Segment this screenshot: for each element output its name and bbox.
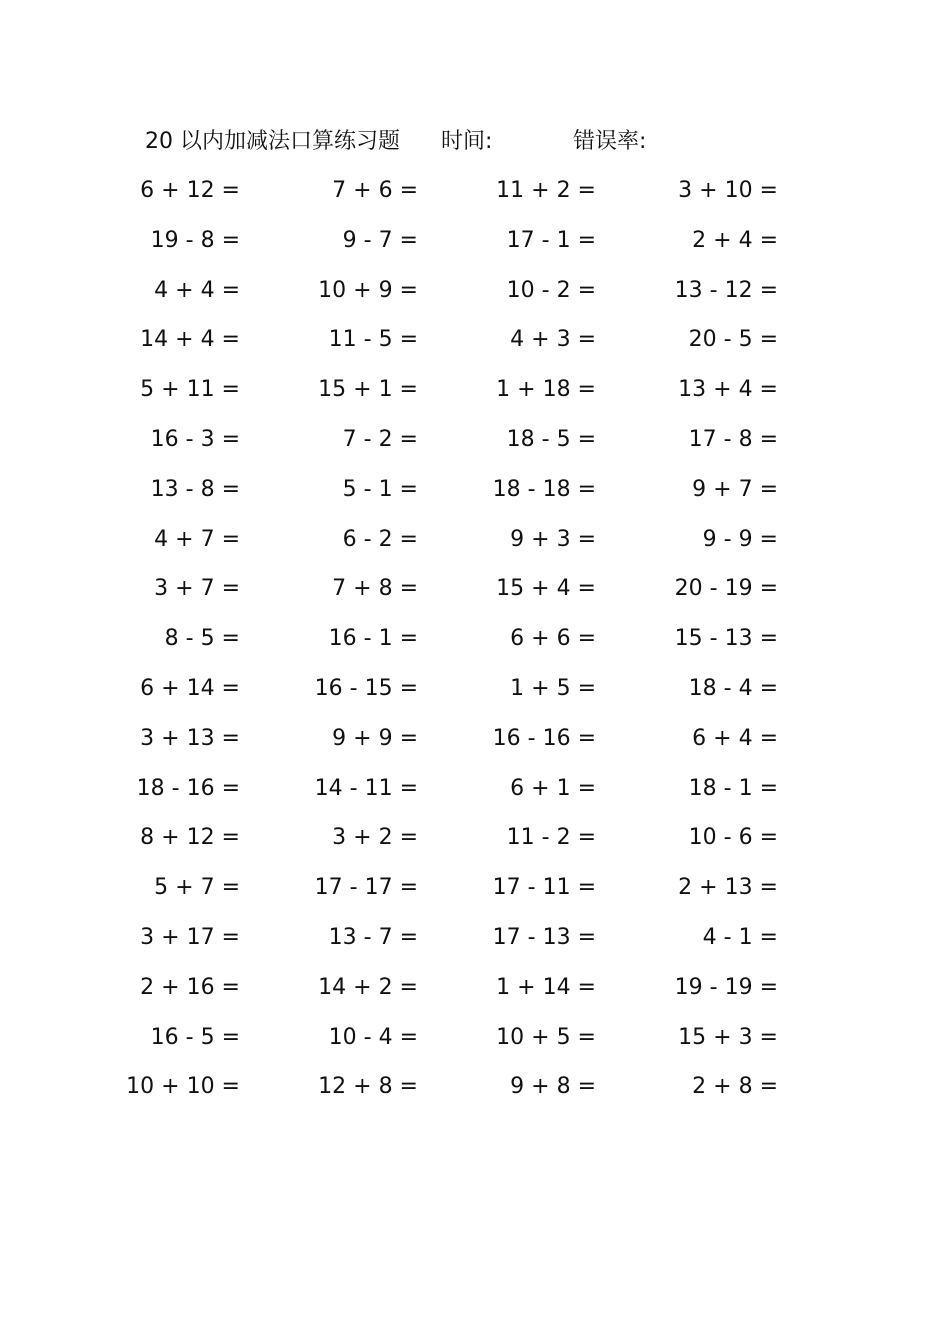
problem-item: 10 - 2 = [506,277,596,303]
problem-item: 12 + 8 = [318,1074,418,1100]
problem-item: 10 + 5 = [496,1024,596,1050]
problem-item: 15 - 13 = [674,626,778,652]
worksheet-title: 20 以内加减法口算练习题 [145,129,400,154]
problem-item: 11 - 2 = [506,825,596,851]
problem-item: 14 + 2 = [318,974,418,1000]
problem-item: 6 - 2 = [342,526,418,552]
error-rate-label: 错误率: [573,129,647,154]
problem-item: 5 + 11 = [140,377,240,403]
problem-item: 3 + 10 = [678,178,778,203]
problem-item: 6 + 12 = [140,178,240,203]
problem-item: 5 + 7 = [154,875,240,901]
problem-item: 13 - 12 = [674,277,778,303]
problem-item: 4 - 1 = [702,925,778,950]
problem-item: 18 - 1 = [688,775,778,801]
problem-item: 2 + 8 = [692,1074,778,1100]
problem-item: 2 + 4 = [692,227,778,253]
problem-item: 18 - 16 = [136,775,240,801]
problem-item: 9 - 7 = [342,227,418,253]
problem-item: 11 - 5 = [328,327,418,353]
problem-item: 6 + 4 = [692,725,778,751]
problem-item: 13 + 4 = [678,377,778,403]
problem-item: 3 + 17 = [140,925,240,950]
problem-item: 10 - 6 = [688,825,778,851]
problem-item: 9 + 9 = [332,725,418,751]
problem-item: 5 - 1 = [342,476,418,502]
problem-item: 11 + 2 = [496,178,596,203]
problem-item: 8 + 12 = [140,825,240,851]
problem-item: 10 - 4 = [328,1024,418,1050]
problem-item: 15 + 1 = [318,377,418,403]
problem-item: 10 + 9 = [318,277,418,303]
problem-item: 7 - 2 = [342,427,418,452]
problem-item: 3 + 2 = [332,825,418,851]
problem-item: 16 - 1 = [328,626,418,652]
problem-item: 15 + 4 = [496,576,596,602]
problem-item: 9 + 8 = [510,1074,596,1100]
problem-item: 18 - 4 = [688,676,778,701]
problem-item: 17 - 1 = [506,227,596,253]
problem-item: 18 - 5 = [506,427,596,452]
problem-item: 7 + 6 = [332,178,418,203]
problem-item: 2 + 16 = [140,974,240,1000]
problem-item: 6 + 6 = [510,626,596,652]
time-label: 时间: [441,129,493,154]
problem-item: 16 - 3 = [150,427,240,452]
problem-item: 9 + 3 = [510,526,596,552]
problem-item: 14 - 11 = [314,775,418,801]
problem-item: 14 + 4 = [140,327,240,353]
problem-item: 9 - 9 = [702,526,778,552]
problem-item: 13 - 8 = [150,476,240,502]
problem-item: 17 - 13 = [492,925,596,950]
problem-item: 1 + 5 = [510,676,596,701]
worksheet-header [145,126,785,158]
problem-item: 15 + 3 = [678,1024,778,1050]
problem-item: 13 - 7 = [328,925,418,950]
problem-item: 3 + 7 = [154,576,240,602]
problem-item: 9 + 7 = [692,476,778,502]
problem-item: 3 + 13 = [140,725,240,751]
problem-item: 19 - 8 = [150,227,240,253]
problem-item: 17 - 11 = [492,875,596,901]
problem-item: 4 + 4 = [154,277,240,303]
problem-item: 20 - 19 = [674,576,778,602]
problem-item: 6 + 1 = [510,775,596,801]
problem-item: 4 + 7 = [154,526,240,552]
problem-item: 17 - 8 = [688,427,778,452]
problem-item: 4 + 3 = [510,327,596,353]
problem-item: 6 + 14 = [140,676,240,701]
problem-item: 7 + 8 = [332,576,418,602]
problem-item: 1 + 14 = [496,974,596,1000]
problem-item: 2 + 13 = [678,875,778,901]
problem-item: 16 - 15 = [314,676,418,701]
problem-item: 16 - 5 = [150,1024,240,1050]
problem-item: 1 + 18 = [496,377,596,403]
problem-item: 8 - 5 = [164,626,240,652]
problem-item: 20 - 5 = [688,327,778,353]
problem-item: 17 - 17 = [314,875,418,901]
problem-item: 10 + 10 = [126,1074,240,1100]
problem-item: 18 - 18 = [492,476,596,502]
problem-item: 16 - 16 = [492,725,596,751]
problem-item: 19 - 19 = [674,974,778,1000]
